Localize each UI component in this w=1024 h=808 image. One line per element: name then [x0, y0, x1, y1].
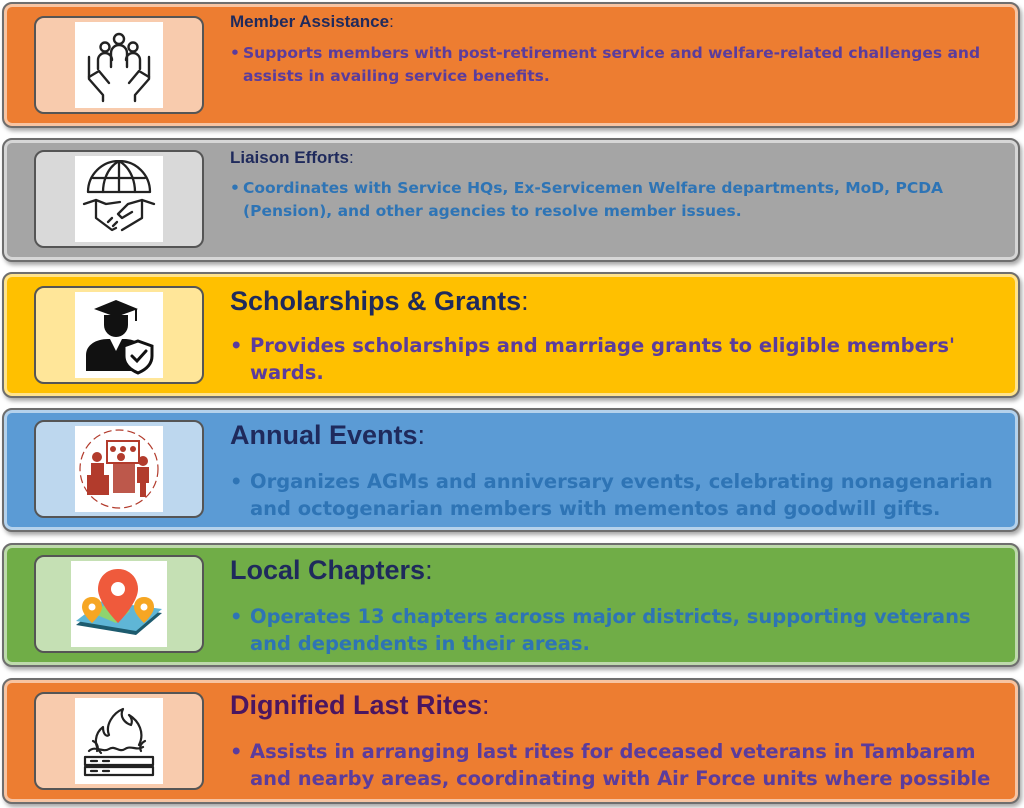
bullet: •	[230, 334, 243, 357]
title-colon: :	[521, 286, 529, 316]
title-text: Liaison Efforts	[230, 148, 350, 167]
card-description	[230, 603, 1010, 657]
bullet: •	[230, 740, 243, 763]
card-description	[230, 42, 1010, 88]
card-liaison-efforts	[2, 138, 1020, 262]
card-description	[230, 332, 1010, 386]
icon-frame	[34, 150, 204, 248]
card-dignified-last-rites	[2, 678, 1020, 804]
title-text: Annual Events	[230, 420, 418, 450]
card-title	[230, 420, 425, 451]
title-colon: :	[349, 148, 354, 167]
event-gathering-icon	[77, 427, 161, 511]
card-annual-events	[2, 408, 1020, 532]
card-title	[230, 286, 529, 317]
card-description	[230, 738, 1010, 792]
card-title	[230, 690, 490, 721]
icon-frame	[34, 420, 204, 518]
description-text: Supports members with post-retirement service and welfare-related challenges and assists in availing service benefits.	[243, 44, 981, 85]
title-colon: :	[389, 12, 394, 31]
card-local-chapters	[2, 543, 1020, 667]
description-text: Operates 13 chapters across major districts, supporting veterans and dependents in their areas.	[250, 605, 971, 655]
title-text: Dignified Last Rites	[230, 690, 483, 720]
icon-frame	[34, 286, 204, 384]
description-text: Coordinates with Service HQs, Ex-Servicemen Welfare departments, MoD, PCDA (Pension), and other agencies to resolve member issues.	[243, 179, 944, 220]
graduate-shield-icon	[80, 295, 158, 375]
description-text: Assists in arranging last rites for deceased veterans in Tambaram and nearby areas, coordinating with Air Force units where possible	[250, 740, 991, 790]
card-description	[230, 177, 1010, 223]
description-text: Provides scholarships and marriage grants to eligible members' wards.	[250, 334, 955, 384]
bullet: •	[230, 605, 243, 628]
card-title	[230, 12, 394, 32]
card-title	[230, 555, 433, 586]
card-description	[230, 468, 1010, 522]
title-colon: :	[417, 420, 426, 450]
title-colon: :	[482, 690, 490, 720]
bullet: •	[230, 179, 240, 197]
title-text: Member Assistance	[230, 12, 390, 31]
people-in-hands-icon	[81, 27, 157, 103]
icon-frame	[34, 555, 204, 653]
title-text: Local Chapters	[230, 555, 426, 585]
globe-handshake-icon	[80, 160, 158, 238]
card-scholarships-grants	[2, 272, 1020, 398]
pyre-flame-icon	[79, 701, 159, 781]
bullet: •	[230, 470, 243, 493]
map-pins-icon	[72, 563, 166, 645]
title-text: Scholarships & Grants	[230, 286, 522, 316]
title-colon: :	[425, 555, 433, 585]
description-text: Organizes AGMs and anniversary events, celebrating nonagenarian and octogenarian members with mementos and goodwill gifts.	[250, 470, 993, 520]
card-title	[230, 148, 354, 168]
card-member-assistance	[2, 2, 1020, 128]
bullet: •	[230, 44, 240, 62]
icon-frame	[34, 16, 204, 114]
icon-frame	[34, 692, 204, 790]
